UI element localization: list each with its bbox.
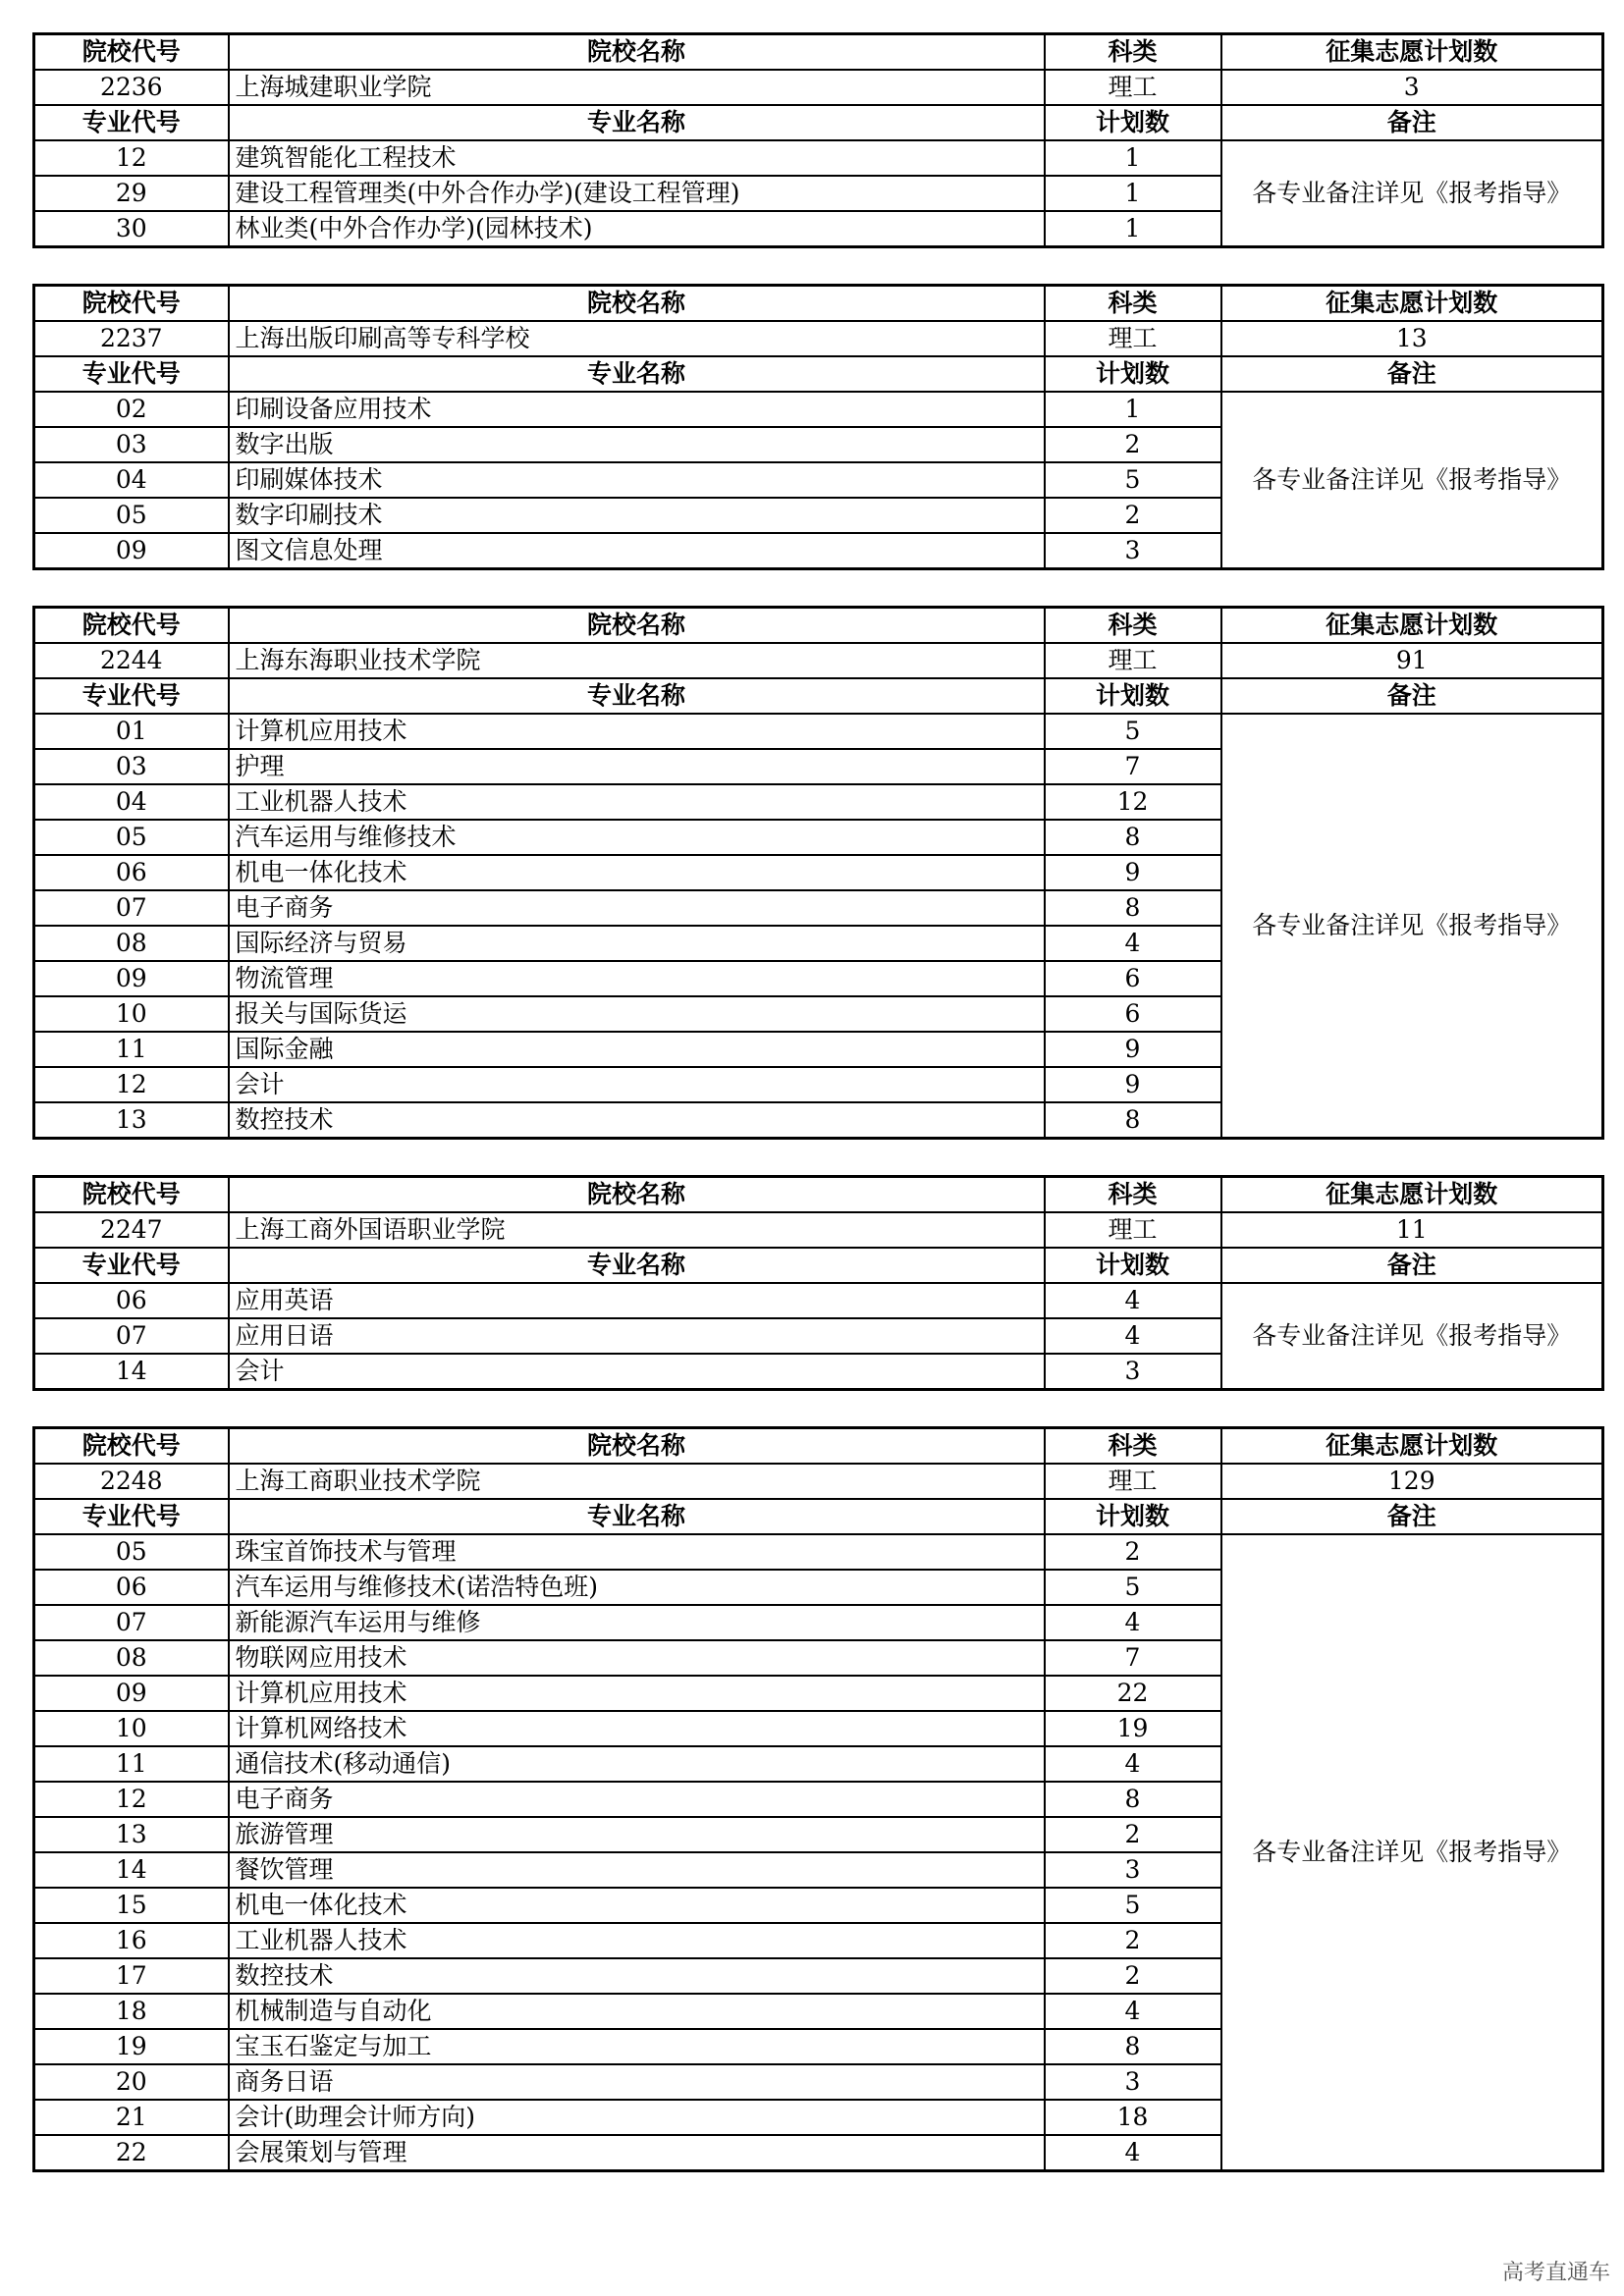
major-plan-count: 2 <box>1045 1958 1221 1994</box>
major-plan-count: 4 <box>1045 1605 1221 1640</box>
major-name: 电子商务 <box>229 890 1045 926</box>
major-name: 机械制造与自动化 <box>229 1994 1045 2029</box>
major-name: 林业类(中外合作办学)(园林技术) <box>229 211 1045 247</box>
major-code: 29 <box>34 176 229 211</box>
category-header: 科类 <box>1045 608 1221 644</box>
plan-count-header: 计划数 <box>1045 1248 1221 1283</box>
major-plan-count: 8 <box>1045 1102 1221 1139</box>
major-plan-count: 3 <box>1045 2064 1221 2100</box>
major-plan-count: 3 <box>1045 1852 1221 1888</box>
document <box>32 32 1601 2208</box>
major-code: 11 <box>34 1746 229 1782</box>
major-name: 宝玉石鉴定与加工 <box>229 2029 1045 2064</box>
school-name-header: 院校名称 <box>229 608 1045 644</box>
school-table <box>32 1426 1604 2172</box>
school-code: 2236 <box>34 70 229 105</box>
major-code: 14 <box>34 1354 229 1390</box>
major-plan-count: 8 <box>1045 1782 1221 1817</box>
major-code: 06 <box>34 1570 229 1605</box>
major-code: 01 <box>34 714 229 749</box>
school-name: 上海工商外国语职业学院 <box>229 1212 1045 1248</box>
major-name: 商务日语 <box>229 2064 1045 2100</box>
major-name-header: 专业名称 <box>229 678 1045 714</box>
school-name: 上海东海职业技术学院 <box>229 643 1045 678</box>
major-name: 会展策划与管理 <box>229 2135 1045 2171</box>
remarks-header: 备注 <box>1221 678 1603 714</box>
school-code: 2244 <box>34 643 229 678</box>
table-row <box>34 392 1603 427</box>
category-header: 科类 <box>1045 1177 1221 1213</box>
major-code: 30 <box>34 211 229 247</box>
major-name: 应用日语 <box>229 1318 1045 1354</box>
major-code: 13 <box>34 1817 229 1852</box>
major-name: 计算机应用技术 <box>229 714 1045 749</box>
major-name: 汽车运用与维修技术 <box>229 820 1045 855</box>
major-plan-count: 9 <box>1045 855 1221 890</box>
plan-total-header: 征集志愿计划数 <box>1221 608 1603 644</box>
major-code-header: 专业代号 <box>34 678 229 714</box>
school-code: 2247 <box>34 1212 229 1248</box>
major-plan-count: 8 <box>1045 2029 1221 2064</box>
major-name: 会计 <box>229 1067 1045 1102</box>
major-name: 会计 <box>229 1354 1045 1390</box>
major-name: 数字印刷技术 <box>229 498 1045 533</box>
major-code: 14 <box>34 1852 229 1888</box>
major-name: 建设工程管理类(中外合作办学)(建设工程管理) <box>229 176 1045 211</box>
major-code: 12 <box>34 140 229 176</box>
school-info-row <box>34 321 1603 356</box>
school-name-header: 院校名称 <box>229 1177 1045 1213</box>
remarks-header: 备注 <box>1221 356 1603 392</box>
major-code-header: 专业代号 <box>34 1248 229 1283</box>
major-name: 工业机器人技术 <box>229 784 1045 820</box>
major-name: 旅游管理 <box>229 1817 1045 1852</box>
major-name-header: 专业名称 <box>229 356 1045 392</box>
school-code: 2248 <box>34 1464 229 1499</box>
school-category: 理工 <box>1045 1212 1221 1248</box>
remarks-note: 各专业备注详见《报考指导》 <box>1221 392 1603 569</box>
major-name: 护理 <box>229 749 1045 784</box>
major-plan-count: 1 <box>1045 140 1221 176</box>
major-plan-count: 5 <box>1045 714 1221 749</box>
major-plan-count: 5 <box>1045 1888 1221 1923</box>
school-category: 理工 <box>1045 643 1221 678</box>
major-name: 建筑智能化工程技术 <box>229 140 1045 176</box>
major-code: 04 <box>34 462 229 498</box>
major-name: 物流管理 <box>229 961 1045 996</box>
major-code: 09 <box>34 961 229 996</box>
school-name: 上海工商职业技术学院 <box>229 1464 1045 1499</box>
major-plan-count: 6 <box>1045 961 1221 996</box>
plan-total-header: 征集志愿计划数 <box>1221 1428 1603 1465</box>
remarks-note: 各专业备注详见《报考指导》 <box>1221 1534 1603 2171</box>
major-code: 06 <box>34 1283 229 1318</box>
school-code: 2237 <box>34 321 229 356</box>
major-plan-count: 4 <box>1045 1746 1221 1782</box>
major-plan-count: 7 <box>1045 749 1221 784</box>
major-plan-count: 8 <box>1045 820 1221 855</box>
major-plan-count: 7 <box>1045 1640 1221 1676</box>
major-name: 物联网应用技术 <box>229 1640 1045 1676</box>
major-code: 16 <box>34 1923 229 1958</box>
major-code: 18 <box>34 1994 229 2029</box>
table-row <box>34 714 1603 749</box>
major-plan-count: 4 <box>1045 1283 1221 1318</box>
major-plan-count: 4 <box>1045 1994 1221 2029</box>
major-plan-count: 18 <box>1045 2100 1221 2135</box>
major-code: 05 <box>34 498 229 533</box>
major-plan-count: 1 <box>1045 176 1221 211</box>
major-name: 会计(助理会计师方向) <box>229 2100 1045 2135</box>
table-row <box>34 1283 1603 1318</box>
major-code-header: 专业代号 <box>34 356 229 392</box>
school-name-header: 院校名称 <box>229 34 1045 71</box>
school-name-header: 院校名称 <box>229 1428 1045 1465</box>
school-category: 理工 <box>1045 70 1221 105</box>
school-category: 理工 <box>1045 321 1221 356</box>
major-code: 09 <box>34 1676 229 1711</box>
major-name: 应用英语 <box>229 1283 1045 1318</box>
category-header: 科类 <box>1045 34 1221 71</box>
school-category: 理工 <box>1045 1464 1221 1499</box>
major-header-row <box>34 1499 1603 1534</box>
school-plan-total: 13 <box>1221 321 1603 356</box>
major-code: 03 <box>34 427 229 462</box>
watermark: 高考直通车 <box>1501 2261 1610 2285</box>
major-name-header: 专业名称 <box>229 1499 1045 1534</box>
major-plan-count: 6 <box>1045 996 1221 1032</box>
major-code: 07 <box>34 890 229 926</box>
major-header-row <box>34 105 1603 140</box>
plan-total-header: 征集志愿计划数 <box>1221 1177 1603 1213</box>
school-table <box>32 32 1604 248</box>
major-code: 07 <box>34 1318 229 1354</box>
school-plan-total: 129 <box>1221 1464 1603 1499</box>
major-header-row <box>34 1248 1603 1283</box>
school-header-row <box>34 608 1603 644</box>
remarks-header: 备注 <box>1221 1248 1603 1283</box>
major-plan-count: 8 <box>1045 890 1221 926</box>
major-name: 电子商务 <box>229 1782 1045 1817</box>
major-code: 11 <box>34 1032 229 1067</box>
major-plan-count: 12 <box>1045 784 1221 820</box>
school-info-row <box>34 643 1603 678</box>
major-code: 20 <box>34 2064 229 2100</box>
major-plan-count: 4 <box>1045 926 1221 961</box>
plan-total-header: 征集志愿计划数 <box>1221 34 1603 71</box>
major-name: 机电一体化技术 <box>229 855 1045 890</box>
major-plan-count: 4 <box>1045 2135 1221 2171</box>
school-code-header: 院校代号 <box>34 608 229 644</box>
major-header-row <box>34 356 1603 392</box>
major-code-header: 专业代号 <box>34 1499 229 1534</box>
major-code: 04 <box>34 784 229 820</box>
major-code: 05 <box>34 1534 229 1570</box>
major-plan-count: 1 <box>1045 211 1221 247</box>
major-plan-count: 9 <box>1045 1032 1221 1067</box>
major-code: 02 <box>34 392 229 427</box>
school-info-row <box>34 1212 1603 1248</box>
major-code: 19 <box>34 2029 229 2064</box>
school-name: 上海城建职业学院 <box>229 70 1045 105</box>
major-code-header: 专业代号 <box>34 105 229 140</box>
major-code: 21 <box>34 2100 229 2135</box>
school-code-header: 院校代号 <box>34 34 229 71</box>
major-plan-count: 3 <box>1045 533 1221 569</box>
major-name: 汽车运用与维修技术(诺浩特色班) <box>229 1570 1045 1605</box>
plan-count-header: 计划数 <box>1045 356 1221 392</box>
remarks-note: 各专业备注详见《报考指导》 <box>1221 140 1603 247</box>
major-plan-count: 2 <box>1045 427 1221 462</box>
school-name-header: 院校名称 <box>229 286 1045 322</box>
major-plan-count: 22 <box>1045 1676 1221 1711</box>
table-row <box>34 1534 1603 1570</box>
major-name: 新能源汽车运用与维修 <box>229 1605 1045 1640</box>
major-code: 06 <box>34 855 229 890</box>
school-code-header: 院校代号 <box>34 286 229 322</box>
remarks-note: 各专业备注详见《报考指导》 <box>1221 1283 1603 1390</box>
school-table <box>32 606 1604 1140</box>
major-name: 国际金融 <box>229 1032 1045 1067</box>
school-table <box>32 284 1604 570</box>
major-plan-count: 9 <box>1045 1067 1221 1102</box>
major-name: 工业机器人技术 <box>229 1923 1045 1958</box>
major-name: 珠宝首饰技术与管理 <box>229 1534 1045 1570</box>
plan-count-header: 计划数 <box>1045 1499 1221 1534</box>
major-code: 12 <box>34 1782 229 1817</box>
major-name: 报关与国际货运 <box>229 996 1045 1032</box>
school-code-header: 院校代号 <box>34 1428 229 1465</box>
school-header-row <box>34 1177 1603 1213</box>
major-code: 22 <box>34 2135 229 2171</box>
major-plan-count: 5 <box>1045 1570 1221 1605</box>
major-plan-count: 2 <box>1045 498 1221 533</box>
major-code: 17 <box>34 1958 229 1994</box>
remarks-note: 各专业备注详见《报考指导》 <box>1221 714 1603 1139</box>
major-code: 03 <box>34 749 229 784</box>
plan-count-header: 计划数 <box>1045 678 1221 714</box>
school-info-row <box>34 70 1603 105</box>
major-header-row <box>34 678 1603 714</box>
major-code: 07 <box>34 1605 229 1640</box>
major-name: 印刷设备应用技术 <box>229 392 1045 427</box>
major-plan-count: 2 <box>1045 1923 1221 1958</box>
remarks-header: 备注 <box>1221 1499 1603 1534</box>
major-name: 图文信息处理 <box>229 533 1045 569</box>
school-info-row <box>34 1464 1603 1499</box>
school-header-row <box>34 1428 1603 1465</box>
major-plan-count: 1 <box>1045 392 1221 427</box>
major-plan-count: 5 <box>1045 462 1221 498</box>
major-name: 印刷媒体技术 <box>229 462 1045 498</box>
major-name: 数控技术 <box>229 1102 1045 1139</box>
category-header: 科类 <box>1045 1428 1221 1465</box>
major-plan-count: 2 <box>1045 1817 1221 1852</box>
major-name: 数字出版 <box>229 427 1045 462</box>
major-name: 计算机网络技术 <box>229 1711 1045 1746</box>
school-name: 上海出版印刷高等专科学校 <box>229 321 1045 356</box>
major-code: 08 <box>34 1640 229 1676</box>
plan-total-header: 征集志愿计划数 <box>1221 286 1603 322</box>
major-code: 08 <box>34 926 229 961</box>
major-code: 10 <box>34 996 229 1032</box>
major-name: 餐饮管理 <box>229 1852 1045 1888</box>
major-name: 数控技术 <box>229 1958 1045 1994</box>
major-plan-count: 4 <box>1045 1318 1221 1354</box>
category-header: 科类 <box>1045 286 1221 322</box>
major-code: 15 <box>34 1888 229 1923</box>
major-name: 计算机应用技术 <box>229 1676 1045 1711</box>
major-code: 13 <box>34 1102 229 1139</box>
major-name-header: 专业名称 <box>229 105 1045 140</box>
major-name-header: 专业名称 <box>229 1248 1045 1283</box>
major-name: 国际经济与贸易 <box>229 926 1045 961</box>
major-code: 09 <box>34 533 229 569</box>
major-name: 通信技术(移动通信) <box>229 1746 1045 1782</box>
plan-count-header: 计划数 <box>1045 105 1221 140</box>
school-code-header: 院校代号 <box>34 1177 229 1213</box>
major-code: 12 <box>34 1067 229 1102</box>
school-header-row <box>34 286 1603 322</box>
school-plan-total: 11 <box>1221 1212 1603 1248</box>
school-plan-total: 3 <box>1221 70 1603 105</box>
major-plan-count: 2 <box>1045 1534 1221 1570</box>
table-row <box>34 140 1603 176</box>
major-plan-count: 19 <box>1045 1711 1221 1746</box>
major-name: 机电一体化技术 <box>229 1888 1045 1923</box>
major-plan-count: 3 <box>1045 1354 1221 1390</box>
major-code: 05 <box>34 820 229 855</box>
remarks-header: 备注 <box>1221 105 1603 140</box>
school-table <box>32 1175 1604 1391</box>
school-header-row <box>34 34 1603 71</box>
school-plan-total: 91 <box>1221 643 1603 678</box>
major-code: 10 <box>34 1711 229 1746</box>
